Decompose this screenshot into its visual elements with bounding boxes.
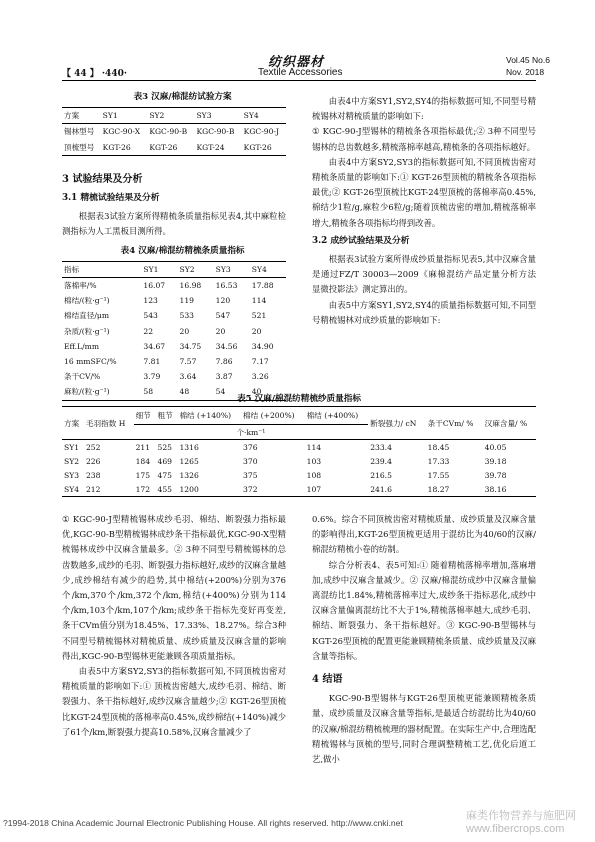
table4-cell: 7.57 bbox=[179, 357, 197, 367]
paragraph: 由表5中方案SY1,SY2,SY4的质量指标数据可知,不同型号精梳锡林对成纱质量的影响如下: bbox=[312, 299, 536, 325]
table5-cell: 1316 bbox=[179, 442, 199, 452]
table4-header-cell: SY1 bbox=[143, 264, 159, 274]
table5-cell: 40.05 bbox=[484, 442, 507, 452]
page-number: 【 44 】 ·440· bbox=[62, 69, 127, 79]
table5-header-strength: 断裂强力/ cN bbox=[370, 418, 417, 428]
table4-cell: 落棉率/% bbox=[64, 281, 97, 291]
table4-cell: 20 bbox=[251, 326, 262, 336]
table4-cell: 58 bbox=[143, 387, 154, 397]
table4-cell: 16.07 bbox=[143, 281, 166, 291]
table4-cell: 20 bbox=[179, 326, 190, 336]
table-row bbox=[62, 468, 536, 482]
table4-cell: 123 bbox=[143, 296, 158, 306]
table4-cell: 棉结/(粒·g⁻¹) bbox=[64, 296, 110, 306]
volume-info bbox=[506, 54, 550, 78]
table5-caption: 表5 汉麻/棉混纺精梳纱质量指标 bbox=[237, 394, 361, 404]
table-row bbox=[62, 482, 536, 497]
table5-cell: 108 bbox=[306, 470, 322, 480]
table3-cell: KGC-90-B bbox=[149, 127, 188, 137]
table3-header-cell: SY3 bbox=[196, 111, 212, 121]
table4-cell: 533 bbox=[179, 311, 195, 321]
table4-cell: 棉结直径/μm bbox=[64, 311, 110, 321]
table3-cell: 顶梳型号 bbox=[64, 142, 95, 152]
table5-cell: 370 bbox=[243, 456, 258, 466]
table3-header-cell: SY2 bbox=[149, 111, 165, 121]
section-3-1-heading: 3.1 精梳试验结果及分析 bbox=[62, 193, 160, 204]
table5-block bbox=[62, 392, 536, 497]
table5-header-nep140: 棉结 (+140%) bbox=[179, 411, 232, 420]
table5-cell: 172 bbox=[135, 484, 151, 494]
table5-cell: 103 bbox=[306, 456, 322, 466]
table5-cell: 1265 bbox=[179, 456, 199, 466]
table4-cell: 34.90 bbox=[251, 341, 274, 351]
table5-header-nep200: 棉结 (+200%) bbox=[243, 411, 295, 420]
table5-cell: SY1 bbox=[64, 442, 80, 452]
table3-cell: KGT-26 bbox=[102, 142, 131, 152]
table5-cell: SY3 bbox=[64, 470, 80, 480]
table-row bbox=[62, 354, 286, 369]
paragraph: 根据表3试验方案所得精梳条质量指标见表4,其中麻粒检测指标为人工黑板目测所得。 bbox=[62, 211, 286, 237]
table5-cell: 39.78 bbox=[484, 470, 507, 480]
table5-header-thin: 细节 bbox=[135, 411, 151, 420]
table4-cell: 54 bbox=[215, 387, 226, 397]
table4-header-cell: SY3 bbox=[215, 264, 231, 274]
table3-caption: 表3 汉麻/棉混纺试验方案 bbox=[133, 92, 232, 102]
table3-cell: KGC-90-B bbox=[196, 127, 235, 137]
table-row bbox=[62, 339, 286, 354]
paragraph: ① KGC-90-J型精梳锡林成纱毛羽、棉结、断裂强力指标最优,KGC-90-B型精梳锡林成纱条干指标最优,KGC-90-X型精梳锡林成纱中汉麻含量最多。② 3种不同型号精梳锡林的总齿数越多,成纱的毛羽、断裂强力指标越好,成纱的汉麻含量越少,成纱棉结有减少的趋势,其中棉结(+200%)分别为376个/km,370个/km,372个/km,棉结(+400%)分别为114个/km,103个/km,107个/km;成纱条干指标先变好再变差,条干CVm值分别为18.45%、17.33%、18.27%。综合3种不同型号精梳锡林对精梳质量、成纱质量及汉麻含量的影响得出,KGC-90-B型锡林更能兼顾各项质量指标。 bbox=[62, 514, 286, 661]
table5-header-unit: 个·km⁻¹ bbox=[134, 425, 369, 440]
table4-cell: 16.53 bbox=[215, 281, 238, 291]
table4-cell: 48 bbox=[179, 387, 190, 397]
table5-cell: 469 bbox=[157, 456, 173, 466]
table4-caption: 表4 汉麻/棉混纺精梳条质量指标 bbox=[120, 245, 245, 256]
watermark-line2: www.fibercrops.com bbox=[466, 823, 565, 835]
paragraph: 根据表3试验方案所得成纱质量指标见表5,其中汉麻含量是通过FZ/T 30003—2009《麻棉混纺产品定量分析方法 显微投影法》测定算出的。 bbox=[312, 254, 536, 295]
table4-cell: 17.88 bbox=[251, 281, 274, 291]
table5-cell: 375 bbox=[243, 470, 258, 480]
table4-cell: 521 bbox=[251, 311, 267, 321]
section-3-2-heading: 3.2 成纱试验结果及分析 bbox=[312, 235, 410, 246]
table5-header-hemp: 汉麻含量/ % bbox=[484, 418, 528, 428]
issue-date: Nov. 2018 bbox=[506, 67, 545, 77]
table5-cell: 17.33 bbox=[427, 456, 450, 466]
table-row bbox=[62, 293, 286, 308]
table3-header-cell: SY1 bbox=[102, 111, 118, 121]
table4-cell: 34.56 bbox=[215, 341, 238, 351]
table4-cell: 3.79 bbox=[143, 372, 161, 382]
table4-cell: 条干CV/% bbox=[64, 372, 101, 382]
table4-cell: 22 bbox=[143, 326, 154, 336]
table-row bbox=[62, 278, 286, 294]
table5-cell: 475 bbox=[157, 470, 173, 480]
table4-cell: Eff.L/mm bbox=[64, 341, 100, 351]
table5-header-cv: 条干CVm/ % bbox=[427, 418, 474, 428]
table4 bbox=[62, 261, 286, 401]
table-row bbox=[62, 454, 536, 468]
table4-cell: 120 bbox=[215, 296, 231, 306]
table4-cell: 3.64 bbox=[179, 372, 197, 382]
table3-header-cell: SY4 bbox=[243, 111, 259, 121]
table3 bbox=[62, 107, 286, 156]
table5-cell: 107 bbox=[306, 484, 322, 494]
table4-cell: 3.26 bbox=[251, 372, 269, 382]
watermark bbox=[466, 810, 576, 836]
journal-logo: 纺织器材 bbox=[268, 55, 325, 70]
table5-cell: 372 bbox=[243, 484, 258, 494]
table5-cell: 252 bbox=[85, 442, 101, 452]
table4-header-cell: SY4 bbox=[251, 264, 267, 274]
table3-cell: KGT-26 bbox=[243, 142, 272, 152]
table5-cell: 455 bbox=[157, 484, 173, 494]
table4-cell: 40 bbox=[251, 387, 262, 397]
table5-cell: 18.45 bbox=[427, 442, 450, 452]
table5-cell: 17.55 bbox=[427, 470, 450, 480]
table-row bbox=[62, 140, 286, 156]
table3-cell: 锡林型号 bbox=[64, 127, 95, 137]
table4-cell: 7.17 bbox=[251, 357, 269, 367]
table4-cell: 34.75 bbox=[179, 341, 202, 351]
table4-cell: 547 bbox=[215, 311, 231, 321]
table4-cell: 114 bbox=[251, 296, 267, 306]
table3-header-cell: 方案 bbox=[64, 111, 80, 121]
table-row bbox=[62, 369, 286, 384]
paragraph: 0.6%。综合不同顶梳齿密对精梳质量、成纱质量及汉麻含量的影响得出,KGT-26型顶梳更适用于混纺比为40/60的汉麻/棉混纺精梳小卷的纺制。 bbox=[312, 514, 536, 555]
right-column-top bbox=[312, 94, 536, 328]
table4-cell: 杂质/(粒·g⁻¹) bbox=[64, 326, 110, 336]
table5-cell: SY4 bbox=[64, 484, 80, 494]
table5-cell: 211 bbox=[135, 442, 151, 452]
volume-number: Vol.45 No.6 bbox=[506, 55, 550, 65]
table5-cell: 376 bbox=[243, 442, 258, 452]
table5-header-plan: 方案 bbox=[64, 418, 80, 428]
table-row bbox=[62, 440, 536, 455]
paragraph: 综合分析表4、表5可知:① 随着精梳落棉率增加,落麻增加,成纱中汉麻含量减少。② 汉麻/棉混纺成纱中汉麻含量偏离混纺比1.84%,精梳落棉率过大,成纱条干指标恶化,成纱中汉麻含量偏离混纺比不大于1%,精梳落棉率越大,成纱毛羽、棉结、断裂强力、条干指标越好。③ KGC-90-B型锡林与KGT-26型顶梳的配置更能兼顾精梳条质量、成纱质量及汉麻含量等指标。 bbox=[312, 559, 536, 661]
paragraph: ① KGC-90-J型锡林的精梳条各项指标最优;② 3种不同型号锡林的总齿数越多,精梳落棉率越高,精梳条的各项指标越好。 bbox=[312, 126, 536, 152]
table5-cell: 216.5 bbox=[370, 470, 392, 480]
table3-cell: KGC-90-J bbox=[243, 127, 280, 137]
paragraph: 由表4中方案SY2,SY3的指标数据可知,不同顶梳齿密对精梳条质量的影响如下:① KGT-26型顶梳的精梳条各项指标最优;② KGT-26型顶梳比KGT-24型顶梳的落棉率高0.45%,棉结少1粒/g,麻粒少6粒/g;随着顶梳齿密的增加,精梳落棉率增大,精梳条各项指标均得到改善。 bbox=[312, 156, 536, 228]
table-row bbox=[62, 124, 286, 140]
table5-cell: 226 bbox=[85, 456, 101, 466]
header-rule bbox=[62, 80, 536, 81]
table-row bbox=[62, 308, 286, 323]
left-column-bottom bbox=[62, 512, 286, 740]
table4-cell: 7.86 bbox=[215, 357, 233, 367]
left-column-top bbox=[62, 90, 286, 401]
table5-cell: 239.4 bbox=[370, 456, 392, 466]
table5-cell: 1326 bbox=[179, 470, 199, 480]
section-4-heading: 4 结语 bbox=[312, 674, 343, 686]
table4-cell: 119 bbox=[179, 296, 195, 306]
table4-cell: 16.98 bbox=[179, 281, 202, 291]
table5-cell: SY2 bbox=[64, 456, 80, 466]
table5-cell: 241.6 bbox=[370, 484, 392, 494]
table5-header-thick: 粗节 bbox=[157, 411, 173, 420]
table4-cell: 543 bbox=[143, 311, 158, 321]
paragraph: 由表4中方案SY1,SY2,SY4的指标数据可知,不同型号精梳锡林对精梳质量的影响如下: bbox=[312, 96, 536, 122]
table5-cell: 525 bbox=[157, 442, 173, 452]
table5-header-hairiness: 毛羽指数 H bbox=[85, 418, 126, 428]
table3-cell: KGC-90-X bbox=[102, 127, 141, 137]
table5 bbox=[62, 406, 536, 497]
table4-cell: 16 mmSFC/% bbox=[64, 357, 117, 367]
table5-cell: 114 bbox=[306, 442, 322, 452]
table4-header-cell: SY2 bbox=[179, 264, 195, 274]
table5-cell: 39.18 bbox=[484, 456, 507, 466]
table4-cell: 34.67 bbox=[143, 341, 166, 351]
table4-header-cell: 指标 bbox=[64, 264, 80, 274]
table5-cell: 238 bbox=[85, 470, 101, 480]
table4-cell: 7.81 bbox=[143, 357, 161, 367]
right-column-bottom bbox=[312, 512, 536, 767]
table5-cell: 18.27 bbox=[427, 484, 450, 494]
table3-cell: KGT-26 bbox=[149, 142, 178, 152]
table4-cell: 3.87 bbox=[215, 372, 233, 382]
table4-cell: 麻粒/(粒·g⁻¹) bbox=[64, 387, 110, 397]
table3-cell: KGT-24 bbox=[196, 142, 225, 152]
copyright-footer: ?1994-2018 China Academic Journal Electronic Publishing House. All rights reserved. http://www.cnki.net bbox=[3, 818, 403, 828]
table5-cell: 175 bbox=[135, 470, 151, 480]
paragraph: KGC-90-B型锡林与KGT-26型顶梳更能兼顾精梳条质量、成纱质量及汉麻含量等指标,是最适合纺混纺比为40/60的汉麻/棉混纺精梳梳理的器材配置。在实际生产中,合理选配精梳锡林与顶梳的型号,同时合理调整精梳工艺,优化后道工艺,做小 bbox=[312, 693, 536, 765]
table5-header-nep400: 棉结 (+400%) bbox=[306, 411, 359, 420]
table5-cell: 184 bbox=[135, 456, 151, 466]
table5-cell: 212 bbox=[85, 484, 101, 494]
table5-cell: 233.4 bbox=[370, 442, 392, 452]
section-3-heading: 3 试验结果及分析 bbox=[62, 173, 143, 185]
table4-cell: 20 bbox=[215, 326, 226, 336]
table-row bbox=[62, 324, 286, 339]
paragraph: 由表5中方案SY2,SY3的指标数据可知,不同顶梳齿密对精梳质量的影响如下:① 顶梳齿密越大,成纱毛羽、棉结、断裂强力、条干指标越好,成纱汉麻含量越少;② KGT-26型顶梳比KGT-24型顶梳的落棉率高0.45%,成纱棉结(+140%)减少了61个/km,断裂强力提高10.58%,汉麻含量减少了 bbox=[62, 666, 286, 737]
table5-cell: 38.16 bbox=[484, 484, 507, 494]
watermark-line1: 麻类作物营养与施肥网 bbox=[466, 810, 576, 822]
journal-title-en: Textile Accessories bbox=[258, 67, 343, 78]
table5-cell: 1200 bbox=[179, 484, 199, 494]
